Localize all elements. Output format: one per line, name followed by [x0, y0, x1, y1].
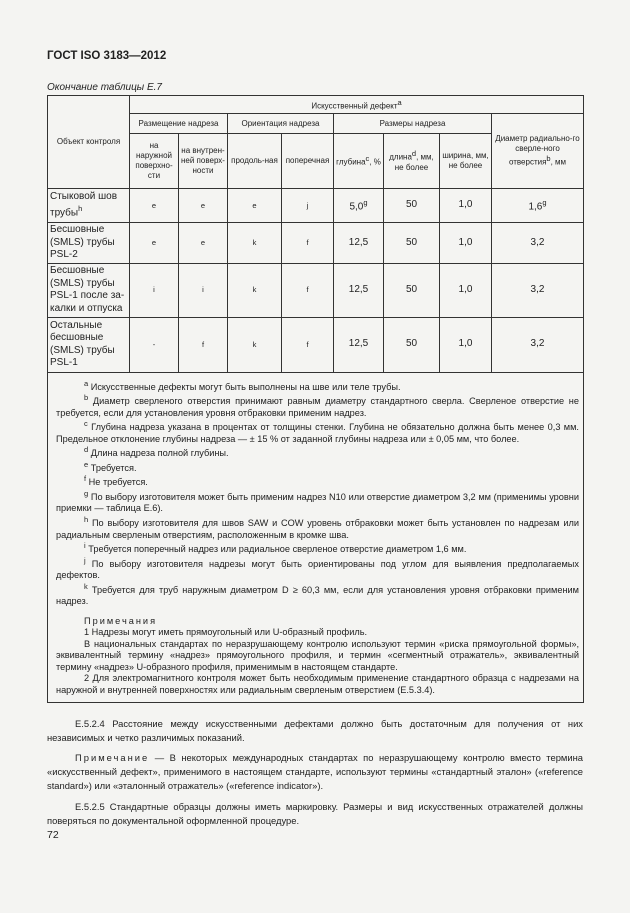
col-depth-header: глубина$^c$, % — [334, 134, 384, 189]
cell-inner: f — [179, 317, 228, 372]
footnote: $^h$ По выбору изготовителя для швов SAW и COW уровень отбраковки может быть установлен по надрезам или радиальным сверленым отверстиям, расположенным в кромке шва. — [56, 514, 579, 540]
paragraph-note: Примечание — В некоторых международных стандартах по неразрушающему контролю вместо термина «искусственный дефект», применимого в настоящем стандарте, используют термины «стандартный эталон» («reference standard») или «эталонный отражатель» («reference indicator»). — [47, 752, 583, 792]
notes-title: Примечания — [84, 615, 158, 626]
group-dimensions-header: Размеры надреза — [334, 114, 492, 134]
cell-long: k — [228, 223, 282, 264]
paragraph-e525: Е.5.2.5 Стандартные образцы должны иметь маркировку. Размеры и вид искусственных отражателей должны поверяться по документальной оформленной процедуре. — [47, 800, 583, 826]
paragraph-e524: Е.5.2.4 Расстояние между искусственными дефектами должно быть достаточным для получения от них независимых и четко различимых показаний. — [47, 718, 583, 744]
footnote: $^i$ Требуется поперечный надрез или радиальное сверленое отверстие диаметром 1,6 мм. — [84, 541, 467, 555]
col-inner-header: на внутрен-ней поверх-ности — [179, 134, 228, 189]
cell-depth: 5,0$^g$ — [334, 189, 384, 223]
cell-length: 50 — [384, 317, 440, 372]
col-outer-header: на наружной поверхно-сти — [130, 134, 179, 189]
note: В национальных стандартах по неразрушающему контролю используют термин «риска прямоугольной формы», эквивалентный термину «надрез» прямоугольного профиля, и термин «сегментный отражатель», эквивалентный термину «надрез» U-образного профиля, применимым в настоящем стандарте. — [56, 638, 579, 672]
footnote: $^g$ По выбору изготовителя может быть применим надрез N10 или отверстие диаметром 3,2 мм (применимы уровни приемки — таблица Е.6). — [56, 488, 579, 514]
cell-diam: 3,2 — [492, 263, 584, 317]
col-long-header: продоль-ная — [228, 134, 282, 189]
table-row — [48, 263, 584, 317]
col-object-header: Объект контроля — [48, 96, 130, 189]
row-object: Бесшовные (SMLS) трубы PSL-2 — [48, 223, 130, 264]
cell-diam: 1,6$^g$ — [492, 189, 584, 223]
cell-outer: i — [130, 263, 179, 317]
footnote: $^c$ Глубина надреза указана в процентах от толщины стенки. Глубина не обязательно должна быть менее 0,3 мм. Предельное отклонение глубины надреза — ± 15 % от заданной глубины надреза или ± 0,05 мм, что более. — [56, 419, 579, 444]
col-length-header: длина$^d$, мм, не более — [384, 134, 440, 189]
row-object: Стыковой шов трубы$^h$ — [48, 189, 130, 223]
group-defect-header: Искусственный дефект$^a$ — [130, 96, 584, 114]
cell-width: 1,0 — [440, 263, 492, 317]
table-row — [48, 223, 584, 264]
table-row — [48, 317, 584, 372]
cell-length: 50 — [384, 189, 440, 223]
cell-inner: e — [179, 223, 228, 264]
cell-diam: 3,2 — [492, 223, 584, 264]
cell-depth: 12,5 — [334, 263, 384, 317]
cell-outer: e — [130, 189, 179, 223]
footnote: $^f$ Не требуется. — [84, 474, 148, 488]
page-number: 72 — [47, 829, 59, 841]
cell-width: 1,0 — [440, 317, 492, 372]
footnote: $^b$ Диаметр сверленого отверстия принимают равным диаметру стандартного сверла. Сверленое отверстие не требуется, если для установления уровня отбраковки применим надрез. — [56, 393, 579, 418]
footnote: $^a$ Искусственные дефекты могут быть выполнены на шве или теле трубы. — [84, 378, 401, 392]
col-width-header: ширина, мм, не более — [440, 134, 492, 189]
cell-diam: 3,2 — [492, 317, 584, 372]
cell-trans: f — [282, 317, 334, 372]
cell-trans: j — [282, 189, 334, 223]
group-orientation-header: Ориентация надреза — [228, 114, 334, 134]
footnote: $^e$ Требуется. — [84, 459, 137, 473]
cell-inner: e — [179, 189, 228, 223]
cell-length: 50 — [384, 263, 440, 317]
cell-inner: i — [179, 263, 228, 317]
table-row — [48, 189, 584, 223]
cell-width: 1,0 — [440, 189, 492, 223]
body-text — [47, 717, 583, 828]
col-trans-header: поперечная — [282, 134, 334, 189]
cell-long: e — [228, 189, 282, 223]
note: 1 Надрезы могут иметь прямоугольный или U-образный профиль. — [84, 627, 368, 638]
note: 2 Для электромагнитного контроля может быть необходимым применение стандартного образца с надрезами на наружной и внутренней поверхностях или радиальным сверленым отверстием (Е.5.3.4). — [56, 673, 579, 695]
footnote: $^j$ По выбору изготовителя надрезы могут быть ориентированы под углом для выявления предполагаемых дефектов. — [56, 555, 579, 581]
cell-long: k — [228, 263, 282, 317]
row-object: Бесшовные (SMLS) трубы PSL-1 после за-калки и отпуска — [48, 263, 130, 317]
cell-depth: 12,5 — [334, 223, 384, 264]
cell-long: k — [228, 317, 282, 372]
cell-width: 1,0 — [440, 223, 492, 264]
defect-table — [47, 95, 584, 703]
footnote: $^d$ Длина надреза полной глубины. — [84, 445, 229, 459]
cell-outer: - — [130, 317, 179, 372]
cell-trans: f — [282, 223, 334, 264]
col-diameter-header: Диаметр радиально-го сверле-ного отверстия$^b$, мм — [492, 114, 584, 189]
cell-depth: 12,5 — [334, 317, 384, 372]
doc-header: ГОСТ ISO 3183—2012 — [47, 50, 167, 62]
footnote: $^k$ Требуется для труб наружным диаметром D ≥ 60,3 мм, если для установления уровня отбраковки применим надрез. — [56, 581, 579, 607]
row-object: Остальные бесшовные (SMLS) трубы PSL-1 — [48, 317, 130, 372]
table-caption: Окончание таблицы Е.7 — [47, 82, 162, 93]
group-placement-header: Размещение надреза — [130, 114, 228, 134]
cell-outer: e — [130, 223, 179, 264]
cell-length: 50 — [384, 223, 440, 264]
table-footnotes — [48, 372, 584, 703]
cell-trans: f — [282, 263, 334, 317]
